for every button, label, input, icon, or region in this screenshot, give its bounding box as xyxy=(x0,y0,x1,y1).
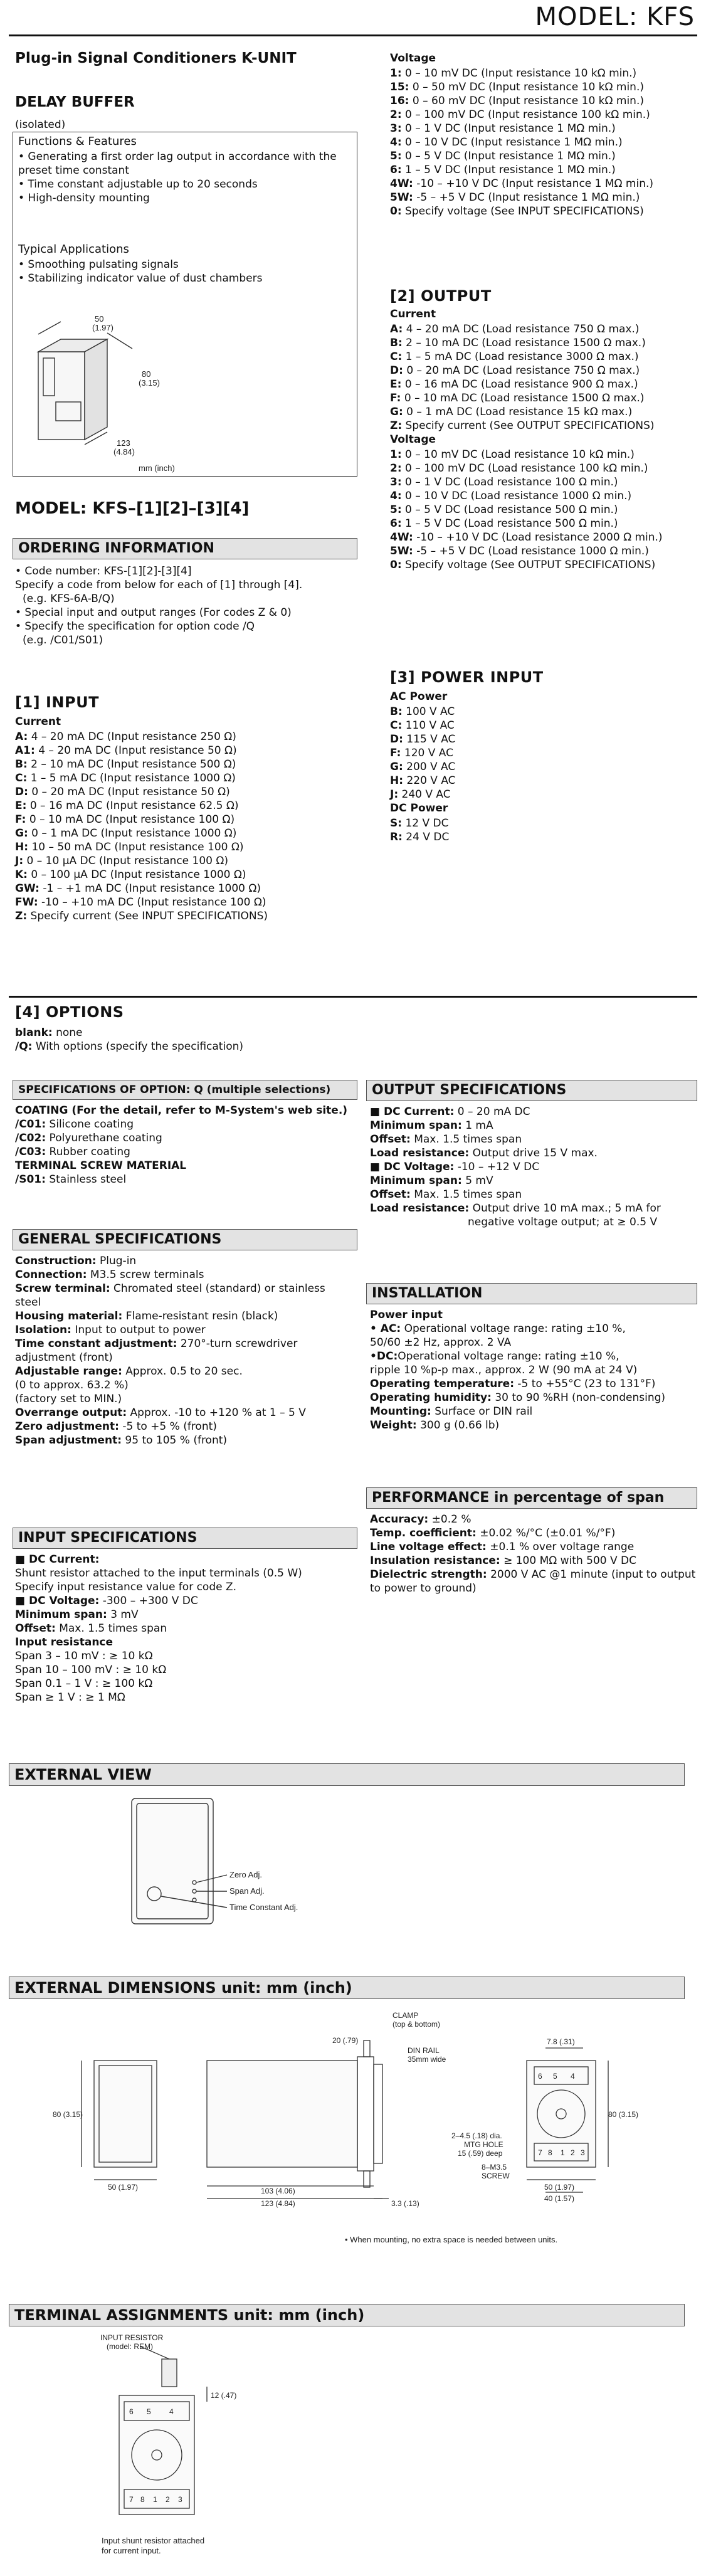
shunt-note-line-2: for current input. xyxy=(102,2546,161,2555)
spec-line: •DC:Operational voltage range: rating ±10 %, xyxy=(370,1350,619,1363)
spec-line: Shunt resistor attached to the input terminals (0.5 W) xyxy=(15,1567,302,1580)
section-rule xyxy=(9,996,697,998)
pin-6: 6 xyxy=(538,2072,542,2081)
feature-item: • Time constant adjustable up to 20 seconds xyxy=(18,178,258,191)
options-list xyxy=(15,1026,243,1053)
mounting-note: • When mounting, no extra space is needed between units. xyxy=(345,2235,558,2244)
model-title: MODEL: KFS xyxy=(535,3,695,31)
spec-line: Specify input resistance value for code Z. xyxy=(15,1581,237,1593)
spec-line: Weight: 300 g (0.66 lb) xyxy=(370,1419,500,1432)
model-code: MODEL: KFS–[1][2]–[3][4] xyxy=(15,499,250,518)
output-voltage-item: 1: 0 – 10 mV DC (Load resistance 10 kΩ min.) xyxy=(390,448,635,461)
spec-line: • AC: Operational voltage range: rating ±10 %, xyxy=(370,1322,626,1335)
spec-line: Adjustable range: Approx. 0.5 to 20 sec. xyxy=(15,1365,243,1378)
dimensions-heading: EXTERNAL DIMENSIONS unit: mm (inch) xyxy=(9,1977,685,1999)
spec-line: Dielectric strength: 2000 V AC @1 minute (input to output xyxy=(370,1568,696,1581)
spec-line: (0 to approx. 63.2 %) xyxy=(15,1379,129,1391)
terminal-pin-7: 7 xyxy=(129,2495,134,2504)
output-voltage-item: 4: 0 – 10 V DC (Load resistance 1000 Ω min.) xyxy=(390,490,632,502)
input-voltage-item: 15: 0 – 50 mV DC (Input resistance 10 kΩ min.) xyxy=(390,81,644,93)
spec-line: Span 10 – 100 mV : ≥ 10 kΩ xyxy=(15,1664,167,1676)
option-q-item: /C02: Polyurethane coating xyxy=(15,1132,162,1144)
shunt-note-line-1: Input shunt resistor attached xyxy=(102,2536,205,2545)
input-voltage-item: 4: 0 – 10 V DC (Input resistance 1 MΩ min.) xyxy=(390,136,623,149)
feature-item: • Generating a first order lag output in accordance with the xyxy=(18,150,337,163)
input-voltage-item: 3: 0 – 1 V DC (Input resistance 1 MΩ min.) xyxy=(390,122,616,135)
output-current-label: Current xyxy=(390,308,436,320)
input-voltage-item: 2: 0 – 100 mV DC (Input resistance 100 kΩ min.) xyxy=(390,108,650,121)
output-current-item: C: 1 – 5 mA DC (Load resistance 3000 Ω max.) xyxy=(390,351,639,363)
output-current-item: E: 0 – 16 mA DC (Load resistance 900 Ω max.) xyxy=(390,378,638,391)
clamp-sub-label: (top & bottom) xyxy=(393,2020,441,2029)
pin-7: 7 xyxy=(538,2148,542,2157)
power-ac-item: D: 115 V AC xyxy=(390,733,456,746)
input-voltage-item: 6: 1 – 5 V DC (Input resistance 1 MΩ min.) xyxy=(390,164,616,176)
header-rule xyxy=(9,34,697,36)
terminal-pin-1: 1 xyxy=(153,2495,157,2504)
ordering-heading: ORDERING INFORMATION xyxy=(13,538,357,559)
output-voltage-item: 0: Specify voltage (See OUTPUT SPECIFICATIONS) xyxy=(390,559,656,571)
feature-item: • High-density mounting xyxy=(18,192,150,204)
input-current-item: B: 2 – 10 mA DC (Input resistance 500 Ω) xyxy=(15,758,236,771)
external-view-heading: EXTERNAL VIEW xyxy=(9,1763,685,1786)
input-current-item: F: 0 – 10 mA DC (Input resistance 100 Ω) xyxy=(15,813,235,826)
installation-specs xyxy=(370,1308,665,1432)
input-resistor-label: INPUT RESISTOR xyxy=(100,2333,164,2342)
spec-line: steel xyxy=(15,1296,41,1309)
dim-depth: 123 xyxy=(117,438,130,448)
dim-123: 123 (4.84) xyxy=(261,2199,295,2208)
input-spec-heading: INPUT SPECIFICATIONS xyxy=(13,1528,357,1549)
performance-specs xyxy=(370,1512,695,1595)
option-q-item: /S01: Stainless steel xyxy=(15,1173,127,1186)
option-item: /Q: With options (specify the specification) xyxy=(15,1040,244,1053)
spec-line: Span adjustment: 95 to 105 % (front) xyxy=(15,1434,228,1447)
terminals-heading: TERMINAL ASSIGNMENTS unit: mm (inch) xyxy=(9,2304,685,2326)
ordering-line: • Specify the specification for option code /Q xyxy=(15,620,255,633)
input-voltage-item: 4W: -10 – +10 V DC (Input resistance 1 MΩ min.) xyxy=(390,177,654,190)
input-voltage-label: Voltage xyxy=(390,52,436,65)
output-voltage-list xyxy=(390,448,663,572)
features-box xyxy=(13,132,357,477)
power-ac-item: H: 220 V AC xyxy=(390,774,456,787)
input-current-item: A: 4 – 20 mA DC (Input resistance 250 Ω) xyxy=(15,731,236,743)
terminal-pin-3: 3 xyxy=(178,2495,182,2504)
dim-width-inch: (1.97) xyxy=(92,323,113,332)
spec-line: Offset: Max. 1.5 times span xyxy=(370,1188,522,1201)
din-rail-sub-label: 35mm wide xyxy=(408,2055,446,2064)
spec-line: ■ DC Voltage: -10 – +12 V DC xyxy=(370,1161,540,1173)
output-current-item: G: 0 – 1 mA DC (Load resistance 15 kΩ max.) xyxy=(390,406,633,418)
app-item: • Stabilizing indicator value of dust chambers xyxy=(18,272,263,285)
product-subtitle: (isolated) xyxy=(15,119,66,131)
dim-7-8: 7.8 (.31) xyxy=(547,2037,575,2046)
ordering-line: • Code number: KFS-[1][2]-[3][4] xyxy=(15,565,192,578)
dim-50-socket: 50 (1.97) xyxy=(544,2183,575,2192)
power-dc-item: R: 24 V DC xyxy=(390,831,450,843)
spec-line: 50/60 ±2 Hz, approx. 2 VA xyxy=(370,1336,512,1349)
spec-line: Temp. coefficient: ±0.02 %/°C (±0.01 %/°F) xyxy=(370,1527,616,1539)
spec-line: Minimum span: 3 mV xyxy=(15,1608,139,1621)
input-current-item: D: 0 – 20 mA DC (Input resistance 50 Ω) xyxy=(15,786,230,798)
terminal-pin-4: 4 xyxy=(169,2407,174,2416)
input-current-item: K: 0 – 100 µA DC (Input resistance 1000 Ω) xyxy=(15,868,246,881)
spec-line: Line voltage effect: ±0.1 % over voltage range xyxy=(370,1541,635,1553)
spec-line: Load resistance: Output drive 10 mA max.; 5 mA for xyxy=(370,1202,661,1215)
spec-line: Load resistance: Output drive 15 V max. xyxy=(370,1147,598,1159)
power-heading: [3] POWER INPUT xyxy=(390,668,544,686)
power-ac-list xyxy=(390,705,456,801)
input-voltage-item: 1: 0 – 10 mV DC (Input resistance 10 kΩ min.) xyxy=(390,67,637,80)
power-ac-label: AC Power xyxy=(390,690,448,703)
spec-line: negative voltage output; at ≥ 0.5 V xyxy=(468,1216,658,1228)
ordering-info xyxy=(15,564,302,647)
option-q-item: /C03: Rubber coating xyxy=(15,1146,130,1158)
dim-height: 80 xyxy=(142,369,151,379)
performance-heading: PERFORMANCE in percentage of span xyxy=(366,1487,697,1509)
dim-103: 103 (4.06) xyxy=(261,2187,295,2195)
input-voltage-list xyxy=(390,66,653,218)
dim-80: 80 (3.15) xyxy=(53,2110,83,2119)
dim-40: 40 (1.57) xyxy=(544,2194,575,2203)
spec-line: ■ DC Voltage: -300 – +300 V DC xyxy=(15,1595,198,1607)
power-dc-label: DC Power xyxy=(390,802,448,815)
output-current-list xyxy=(390,322,655,433)
input-current-item: Z: Specify current (See INPUT SPECIFICATIONS) xyxy=(15,910,268,922)
power-ac-item: C: 110 V AC xyxy=(390,719,455,732)
time-constant-adj-label: Time Constant Adj. xyxy=(229,1903,298,1912)
power-dc-list xyxy=(390,816,449,844)
features-heading: Functions & Features xyxy=(18,135,137,148)
dim-50: 50 (1.97) xyxy=(108,2183,139,2192)
spec-line: Offset: Max. 1.5 times span xyxy=(15,1622,167,1635)
mtg-hole-dia: 2–4.5 (.18) dia. xyxy=(451,2131,502,2140)
external-view-drawing xyxy=(119,1792,332,1930)
options-heading: [4] OPTIONS xyxy=(15,1003,124,1021)
spec-line: Zero adjustment: -5 to +5 % (front) xyxy=(15,1420,217,1433)
ordering-line: (e.g. /C01/S01) xyxy=(23,634,103,647)
dim-unit: mm (inch) xyxy=(139,463,175,473)
spec-line: ripple 10 %p-p max., approx. 2 W (90 mA at 24 V) xyxy=(370,1364,638,1376)
spec-line: Span 0.1 – 1 V : ≥ 100 kΩ xyxy=(15,1677,153,1690)
input-voltage-item: 5: 0 – 5 V DC (Input resistance 1 MΩ min.) xyxy=(390,150,616,162)
spec-line: Span 3 – 10 mV : ≥ 10 kΩ xyxy=(15,1650,153,1662)
ordering-line: (e.g. KFS-6A-B/Q) xyxy=(23,593,115,605)
clamp-label: CLAMP xyxy=(393,2011,419,2020)
output-voltage-item: 3: 0 – 1 V DC (Load resistance 100 Ω min.) xyxy=(390,476,618,488)
coating-heading: COATING (For the detail, refer to M-System's web site.) xyxy=(15,1104,348,1117)
output-heading: [2] OUTPUT xyxy=(390,287,492,305)
input-current-item: GW: -1 – +1 mA DC (Input resistance 1000 Ω) xyxy=(15,882,261,895)
power-dc-item: S: 12 V DC xyxy=(390,817,449,830)
option-q-heading: SPECIFICATIONS OF OPTION: Q (multiple selections) xyxy=(13,1080,357,1100)
app-item: • Smoothing pulsating signals xyxy=(18,258,179,271)
apps-heading: Typical Applications xyxy=(18,243,129,256)
spec-line: Offset: Max. 1.5 times span xyxy=(370,1133,522,1146)
spec-line: Power input xyxy=(370,1309,443,1321)
pin-4: 4 xyxy=(571,2072,575,2081)
output-current-item: Z: Specify current (See OUTPUT SPECIFICATIONS) xyxy=(390,420,655,432)
spec-line: Time constant adjustment: 270°-turn screwdriver xyxy=(15,1338,298,1350)
power-ac-item: G: 200 V AC xyxy=(390,761,456,773)
input-current-item: C: 1 – 5 mA DC (Input resistance 1000 Ω) xyxy=(15,772,236,784)
mtg-hole-label: MTG HOLE xyxy=(464,2140,503,2149)
output-voltage-item: 4W: -10 – +10 V DC (Load resistance 2000 Ω min.) xyxy=(390,531,663,544)
spec-line: ■ DC Current: xyxy=(15,1553,100,1566)
screw-count: 8–M3.5 xyxy=(482,2163,507,2172)
terminal-pin-8: 8 xyxy=(140,2495,145,2504)
option-item: blank: none xyxy=(15,1027,83,1039)
mtg-hole-depth: 15 (.59) deep xyxy=(458,2149,503,2158)
output-spec-heading: OUTPUT SPECIFICATIONS xyxy=(366,1080,697,1101)
spec-line: Input resistance xyxy=(15,1636,113,1649)
general-heading: GENERAL SPECIFICATIONS xyxy=(13,1229,357,1250)
pin-3: 3 xyxy=(581,2148,585,2157)
input-voltage-item: 0: Specify voltage (See INPUT SPECIFICATIONS) xyxy=(390,205,644,218)
spec-line: Operating temperature: -5 to +55°C (23 to 131°F) xyxy=(370,1378,656,1390)
output-voltage-item: 6: 1 – 5 V DC (Load resistance 500 Ω min.) xyxy=(390,517,618,530)
product-name: DELAY BUFFER xyxy=(15,94,135,110)
spec-line: ■ DC Current: 0 – 20 mA DC xyxy=(370,1106,530,1118)
input-voltage-item: 5W: -5 – +5 V DC (Input resistance 1 MΩ min.) xyxy=(390,191,640,204)
input-voltage-item: 16: 0 – 60 mV DC (Input resistance 10 kΩ min.) xyxy=(390,95,644,107)
dim-12: 12 (.47) xyxy=(211,2391,237,2400)
power-ac-item: J: 240 V AC xyxy=(390,788,451,801)
spec-line: adjustment (front) xyxy=(15,1351,113,1364)
spec-line: Housing material: Flame-resistant resin (black) xyxy=(15,1310,278,1322)
feature-item: preset time constant xyxy=(18,164,129,177)
page-title: Plug-in Signal Conditioners K-UNIT xyxy=(15,50,297,66)
output-current-item: D: 0 – 20 mA DC (Load resistance 750 Ω max.) xyxy=(390,364,640,377)
pin-8: 8 xyxy=(548,2148,552,2157)
dim-3-3: 3.3 (.13) xyxy=(391,2199,419,2208)
spec-line: Operating humidity: 30 to 90 %RH (non-condensing) xyxy=(370,1391,666,1404)
terminal-pin-6: 6 xyxy=(129,2407,134,2416)
spec-line: Insulation resistance: ≥ 100 MΩ with 500 V DC xyxy=(370,1555,636,1567)
input-resistor-model: (model: REM) xyxy=(107,2342,154,2351)
output-current-item: B: 2 – 10 mA DC (Load resistance 1500 Ω max.) xyxy=(390,337,646,349)
input-current-item: A1: 4 – 20 mA DC (Input resistance 50 Ω) xyxy=(15,744,237,757)
output-voltage-item: 5: 0 – 5 V DC (Load resistance 500 Ω min.) xyxy=(390,504,618,516)
span-adj-label: Span Adj. xyxy=(229,1886,265,1896)
dim-80-socket: 80 (3.15) xyxy=(608,2110,639,2119)
output-current-item: A: 4 – 20 mA DC (Load resistance 750 Ω max.) xyxy=(390,323,640,335)
input-current-item: H: 10 – 50 mA DC (Input resistance 100 Ω) xyxy=(15,841,244,853)
input-specs xyxy=(15,1553,302,1704)
option-q-body xyxy=(15,1104,347,1186)
dim-20: 20 (.79) xyxy=(332,2036,359,2045)
pin-5: 5 xyxy=(553,2072,557,2081)
spec-line: (factory set to MIN.) xyxy=(15,1393,122,1405)
zero-adj-label: Zero Adj. xyxy=(229,1870,263,1879)
spec-line: Minimum span: 5 mV xyxy=(370,1175,493,1187)
input-current-item: FW: -10 – +10 mA DC (Input resistance 100 Ω) xyxy=(15,896,266,909)
screw-label: SCREW xyxy=(482,2172,510,2180)
dim-height-inch: (3.15) xyxy=(139,378,160,388)
terminal-heading: TERMINAL SCREW MATERIAL xyxy=(15,1159,187,1172)
dim-width: 50 xyxy=(95,314,104,324)
spec-line: Construction: Plug-in xyxy=(15,1255,137,1267)
power-ac-item: B: 100 V AC xyxy=(390,705,455,718)
input-current-label: Current xyxy=(15,715,61,728)
output-voltage-item: 5W: -5 – +5 V DC (Load resistance 1000 Ω min.) xyxy=(390,545,649,557)
general-specs xyxy=(15,1254,354,1447)
output-voltage-label: Voltage xyxy=(390,433,436,446)
pin-1: 1 xyxy=(561,2148,565,2157)
terminal-pin-5: 5 xyxy=(147,2407,151,2416)
din-rail-label: DIN RAIL xyxy=(408,2046,440,2055)
spec-line: Isolation: Input to output to power xyxy=(15,1324,206,1336)
installation-heading: INSTALLATION xyxy=(366,1283,697,1304)
spec-line: Overrange output: Approx. -10 to +120 % at 1 – 5 V xyxy=(15,1407,306,1419)
spec-line: Screw terminal: Chromated steel (standard) or stainless xyxy=(15,1282,325,1295)
option-q-item: /C01: Silicone coating xyxy=(15,1118,134,1131)
spec-line: Mounting: Surface or DIN rail xyxy=(370,1405,533,1418)
input-current-item: J: 0 – 10 µA DC (Input resistance 100 Ω) xyxy=(15,855,229,867)
power-ac-item: F: 120 V AC xyxy=(390,747,453,759)
input-current-item: E: 0 – 16 mA DC (Input resistance 62.5 Ω) xyxy=(15,800,239,812)
spec-line: Span ≥ 1 V : ≥ 1 MΩ xyxy=(15,1691,125,1704)
ordering-line: • Special input and output ranges (For codes Z & 0) xyxy=(15,606,292,619)
output-voltage-item: 2: 0 – 100 mV DC (Load resistance 100 kΩ min.) xyxy=(390,462,648,475)
output-current-item: F: 0 – 10 mA DC (Load resistance 1500 Ω max.) xyxy=(390,392,645,404)
dim-depth-inch: (4.84) xyxy=(113,447,135,457)
ordering-line: Specify a code from below for each of [1] through [4]. xyxy=(15,579,303,591)
pin-2: 2 xyxy=(571,2148,575,2157)
input-heading: [1] INPUT xyxy=(15,694,99,711)
spec-line: Accuracy: ±0.2 % xyxy=(370,1513,472,1526)
input-current-list xyxy=(15,730,268,923)
spec-line: Minimum span: 1 mA xyxy=(370,1119,493,1132)
dimensions-drawing xyxy=(19,2004,683,2286)
spec-line: to power to ground) xyxy=(370,1582,477,1595)
input-current-item: G: 0 – 1 mA DC (Input resistance 1000 Ω) xyxy=(15,827,237,840)
output-specs xyxy=(370,1105,661,1229)
terminal-drawing xyxy=(88,2333,313,2571)
terminal-pin-2: 2 xyxy=(166,2495,170,2504)
product-sketch xyxy=(13,132,357,476)
spec-line: Connection: M3.5 screw terminals xyxy=(15,1269,204,1281)
